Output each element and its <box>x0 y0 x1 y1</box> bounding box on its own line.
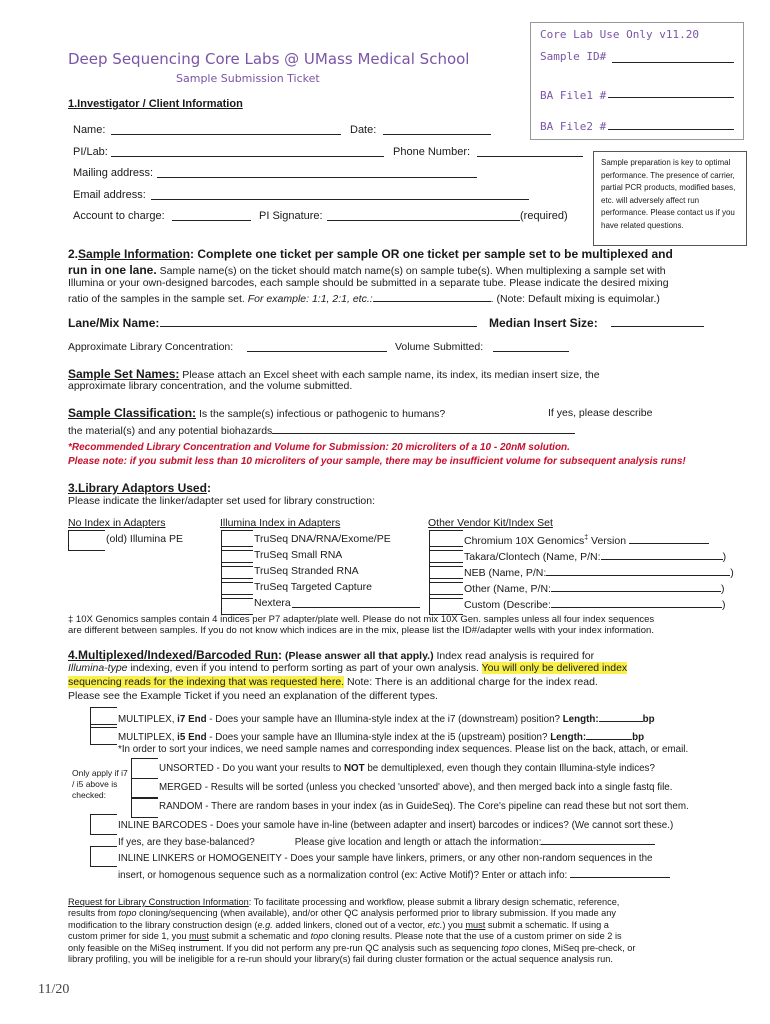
sample-set-names-line1: Sample Set Names: Please attach an Excel sheet with each sample name, its index, its median insert size, the <box>68 367 600 381</box>
section1-heading: 1.Investigator / Client Information <box>68 98 243 110</box>
merged-checkbox[interactable] <box>131 778 158 799</box>
name-field[interactable] <box>111 124 341 135</box>
recommended-concentration-note: *Recommended Library Concentration and Volume for Submission: 20 microliters of a 10 - 20nM solution. <box>68 442 570 453</box>
old-illumina-pe-label: (old) Illumina PE <box>106 533 184 545</box>
name-label: Name: <box>73 124 106 136</box>
only-apply-note: Only apply if i7 / i5 above is checked: <box>72 768 128 800</box>
biohazard-field[interactable] <box>272 423 575 434</box>
section2-line4: ratio of the samples in the sample set. For example: 1:1, 2:1, etc.: . (Note: Default mixing is equimolar.) <box>68 293 660 305</box>
date-label: Date: <box>350 124 377 136</box>
sample-id-label: Sample ID# <box>540 50 607 63</box>
section4-line3: sequencing reads for the indexing that was requested here. Note: There is an additional charge for the index read. <box>68 676 598 688</box>
custom-label: Custom (Describe: ) <box>464 599 726 611</box>
sample-id-field[interactable] <box>612 52 734 63</box>
email-field[interactable] <box>151 189 529 200</box>
section3-instruction: Please indicate the linker/adapter set used for library construction: <box>68 495 375 507</box>
pi-signature-field[interactable] <box>327 210 520 221</box>
required-label: (required) <box>520 210 568 222</box>
median-insert-label: Median Insert Size: <box>489 316 598 330</box>
account-label: Account to charge: <box>73 210 165 222</box>
other-vendor-field[interactable] <box>551 581 721 592</box>
inline-linkers-line2: insert, or homogenous sequence such as a normalization control (ex: Active Motif)? Enter or attach info: <box>118 867 670 881</box>
no-index-heading: No Index in Adapters <box>68 517 166 529</box>
pi-signature-label: PI Signature: <box>259 210 323 222</box>
email-label: Email address: <box>73 189 146 201</box>
footer-date: 11/20 <box>38 982 70 997</box>
page-title: Deep Sequencing Core Labs @ UMass Medical School <box>68 50 470 68</box>
multiplex-i5-label: MULTIPLEX, i5 End - Does your sample have an Illumina-style index at the i5 (upstream) position? Length: bp <box>118 729 644 743</box>
unsorted-checkbox[interactable] <box>131 758 158 779</box>
illumina-index-heading: Illumina Index in Adapters <box>220 517 341 529</box>
section2-line2: run in one lane. Sample name(s) on the ticket should match name(s) on sample tube(s). When multiplexing a sample set with <box>68 263 666 277</box>
merged-label: MERGED - Results will be sorted (unless you checked 'unsorted' above), and then merged back into a single fastq file. <box>159 782 673 793</box>
ba-file1-field[interactable] <box>608 87 734 98</box>
lane-mix-field[interactable] <box>160 316 477 327</box>
truseq-stranded-rna-label: TruSeq Stranded RNA <box>254 565 359 577</box>
chromium-version-field[interactable] <box>629 533 709 544</box>
i5-length-field[interactable] <box>586 729 632 740</box>
sample-prep-note: Sample preparation is key to optimal performance. The presence of carrier, partial PCR products, modified bases, etc. will adversely affect run performance. Please contact us if you have related questions. <box>601 158 736 230</box>
inline-barcodes-line2: If yes, are they base-balanced? Please give location and length or attach the information: <box>118 834 655 848</box>
section2-heading: 2.Sample Information: Complete one ticket per sample OR one ticket per sample set to be multiplexed and <box>68 247 673 261</box>
barcode-location-field[interactable] <box>541 834 655 845</box>
pilab-label: PI/Lab: <box>73 146 108 158</box>
phone-label: Phone Number: <box>393 146 471 158</box>
takara-field[interactable] <box>601 549 723 560</box>
pilab-field[interactable] <box>111 146 384 157</box>
other-vendor-heading: Other Vendor Kit/Index Set <box>428 517 553 529</box>
ba-file2-field[interactable] <box>608 119 734 130</box>
10x-footnote-line1: ‡ 10X Genomics samples contain 4 indices per P7 adapter/plate well. Please do not mix 10X Gen. samples unless all four index sequences <box>68 614 655 625</box>
date-field[interactable] <box>383 124 491 135</box>
page-subtitle: Sample Submission Ticket <box>176 72 320 85</box>
custom-field[interactable] <box>551 597 722 608</box>
ba-file2-label: BA File2 # <box>540 120 607 133</box>
section4-line4: Please see the Example Ticket if you need an explanation of the different types. <box>68 690 438 702</box>
old-illumina-pe-checkbox[interactable] <box>68 530 105 551</box>
inline-linkers-line1: INLINE LINKERS or HOMOGENEITY - Does your sample have linkers, primers, or any other non-random sequences in the <box>118 853 653 864</box>
classification-if-yes: If yes, please describe <box>548 407 653 419</box>
account-field[interactable] <box>172 210 251 221</box>
ba-file1-label: BA File1 # <box>540 89 607 102</box>
volume-label: Volume Submitted: <box>395 341 484 353</box>
neb-label: NEB (Name, P/N: ) <box>464 567 734 579</box>
section4-heading: 4.Multiplexed/Indexed/Barcoded Run: (Please answer all that apply.) Index read analysis is required for <box>68 648 595 662</box>
multiplex-i7-label: MULTIPLEX, i7 End - Does your sample have an Illumina-style index at the i7 (downstream) position? Length: bp <box>118 711 655 725</box>
inline-linkers-checkbox[interactable] <box>90 846 117 867</box>
concentration-field[interactable] <box>247 341 387 352</box>
random-label: RANDOM - There are random bases in your index (as in GuideSeq). The Core's pipeline can read these but not sort them. <box>159 801 689 812</box>
index-sort-note: *In order to sort your indices, we need sample names and corresponding index sequences. Please list on the back, attach, or email. <box>118 744 689 755</box>
nextera-checkbox[interactable] <box>221 594 253 615</box>
volume-field[interactable] <box>493 341 569 352</box>
section4-line2: Illumina-type indexing, even if you intend to perform sorting as part of your own analysis. You will only be delivered index <box>68 662 628 674</box>
sample-set-names-line2: approximate library concentration, and the volume submitted. <box>68 380 353 392</box>
section2-line3: Illumina or your own-designed barcodes, each sample should be submitted in a separate tube. Please indicate the desired mixing <box>68 277 669 289</box>
insufficient-volume-warning: Please note: if you submit less than 10 microliters of your sample, there may be insufficient volume for subsequent analysis runs! <box>68 456 686 467</box>
chromium-label: Chromium 10X Genomics‡ Version <box>464 533 709 547</box>
nextera-field[interactable] <box>292 597 420 608</box>
truseq-dna-label: TruSeq DNA/RNA/Exome/PE <box>254 533 391 545</box>
inline-barcodes-checkbox[interactable] <box>90 814 117 835</box>
10x-footnote-line2: are different between samples. If you do not know which indices are in the mix, please list the ID#/adapter wells with your index information. <box>68 625 654 636</box>
neb-field[interactable] <box>546 565 730 576</box>
core-lab-header: Core Lab Use Only v11.20 <box>540 28 699 41</box>
truseq-small-rna-label: TruSeq Small RNA <box>254 549 343 561</box>
custom-checkbox[interactable] <box>429 594 463 615</box>
unsorted-label: UNSORTED - Do you want your results to NOT be demultiplexed, even though they contain Illumina-style indices? <box>159 763 655 774</box>
mailing-label: Mailing address: <box>73 167 154 179</box>
concentration-label: Approximate Library Concentration: <box>68 341 234 353</box>
phone-field[interactable] <box>477 146 583 157</box>
inline-barcodes-line1: INLINE BARCODES - Does your samole have in-line (between adapter and insert) barcodes or indices? (We cannot sort these.) <box>118 820 674 831</box>
mixing-ratio-field[interactable] <box>373 291 491 302</box>
mailing-field[interactable] <box>157 167 477 178</box>
truseq-targeted-capture-label: TruSeq Targeted Capture <box>254 581 372 593</box>
median-insert-field[interactable] <box>611 316 704 327</box>
other-vendor-label: Other (Name, P/N: ) <box>464 583 725 595</box>
sample-classification-line1: Sample Classification: Is the sample(s) infectious or pathogenic to humans? <box>68 406 446 420</box>
nextera-label: Nextera <box>254 597 291 609</box>
multiplex-i5-checkbox[interactable] <box>90 724 117 745</box>
random-checkbox[interactable] <box>131 797 158 818</box>
library-construction-request: Request for Library Construction Information: To facilitate processing and workflow, please submit a library design schematic, reference, results from topo cloning/sequencing (when available), and/or other QC analysis performed prior to library submission. If you made any modification to the library construction design (e.g. added linkers, cloned out of a vector, etc.) you must submit a schematic. If using a custom primer for side 1, you must submit a schematic and topo cloning results. Please note that the use of a custom primer on side 2 is only feasible on the MiSeq instrument. If you did not perform any pre-run QC analysis such as sequencing topo clones, MiSeq pre-check, or library profiling, you will be ineligible for a re-run should your library(s) fail during cluster formation or the actual sequence analysis run. <box>68 897 636 965</box>
takara-label: Takara/Clontech (Name, P/N: ) <box>464 551 727 563</box>
sample-classification-line2: the material(s) and any potential biohazards <box>68 423 575 437</box>
lane-mix-label: Lane/Mix Name: <box>68 316 160 330</box>
i7-length-field[interactable] <box>599 711 643 722</box>
section3-heading: 3.Library Adaptors Used: <box>68 481 211 495</box>
linker-info-field[interactable] <box>570 867 670 878</box>
